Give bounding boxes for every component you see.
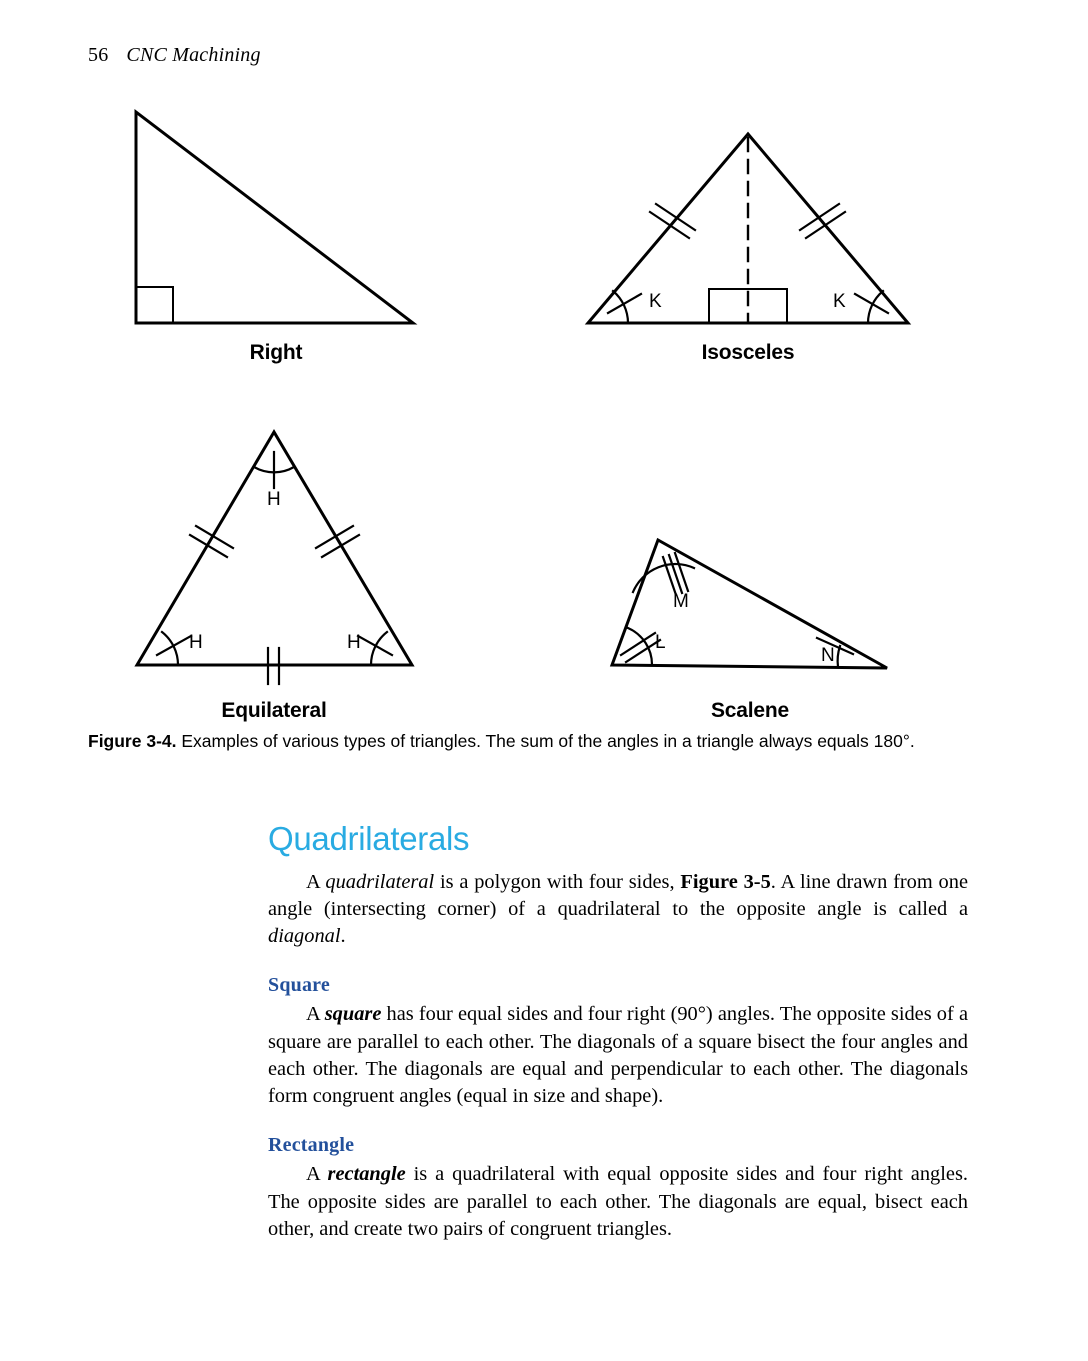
term-diagonal: diagonal [268,925,341,948]
angle-label-scalene-apex: M [673,591,689,612]
angle-label-scalene-left: L [655,632,666,653]
paragraph-quadrilateral-intro [268,869,968,951]
angle-label-scalene-right: N [821,645,835,666]
figure-label-right: Right [249,341,303,364]
body-content [268,822,968,1243]
angle-label-isosceles-left: K [649,291,662,312]
figure-caption-text: Examples of various types of triangles. The sum of the angles in a triangle always equals 180°. [176,731,915,751]
rectangle-text-2: is a quadrilateral with equal opposite sides and four right angles. The opposite sides are parallel to each other. The diagonals are equal, bisect each other, and create two pairs of congruent triangles. [268,1163,968,1240]
equilateral-triangle-shape [137,432,412,684]
square-text-1: A [306,1003,325,1026]
intro-text-3: . A line drawn from one angle (intersecting corner) of a quadrilateral to the opposite angle is called a [268,870,968,920]
angle-label-isosceles-right: K [833,291,846,312]
figure-caption [88,730,972,753]
scalene-triangle-shape [612,540,887,668]
square-text-2: has four equal sides and four right (90°) angles. The opposite sides of a square are parallel to each other. The diagonals of a square bisect the four angles and each other. The diagonals are equal and perpendicular to each other. The diagonals form congruent angles (equal in size and shape). [268,1003,968,1108]
figure-reference-3-5: Figure 3-5 [680,870,771,893]
equilateral-left-tick-marks-icon [190,526,233,557]
intro-text-4: . [340,925,346,948]
sub-heading-square: Square [268,974,330,997]
scalene-apex-angle-arc-icon [633,553,694,595]
paragraph-rectangle [268,1161,968,1243]
term-quadrilateral: quadrilateral [325,870,435,893]
intro-text-1: A [306,870,326,893]
figure-label-isosceles: Isosceles [701,341,795,364]
figure-label-equilateral: Equilateral [221,699,327,722]
sub-heading-rectangle: Rectangle [268,1134,355,1157]
isosceles-triangle-shape [588,134,908,323]
angle-label-equilateral-left: H [189,632,203,653]
term-square: square [324,1003,382,1026]
equilateral-right-angle-arc-icon [358,632,392,665]
intro-text-2: is a polygon with four sides, [434,870,681,893]
page-number: 56 [88,44,109,66]
equilateral-left-angle-arc-icon [157,632,191,665]
figure-label-scalene: Scalene [711,699,789,722]
book-title: CNC Machining [126,44,261,66]
right-angle-marker-icon [136,287,173,323]
section-heading-quadrilaterals: Quadrilaterals [268,820,470,857]
figure-caption-number: Figure 3-4. [88,731,177,751]
angle-label-equilateral-right: H [347,632,361,653]
paragraph-square [268,1001,968,1110]
angle-label-equilateral-apex: H [267,489,281,510]
term-rectangle: rectangle [327,1163,406,1186]
rectangle-text-1: A [306,1163,328,1186]
right-triangle-shape [136,112,413,323]
